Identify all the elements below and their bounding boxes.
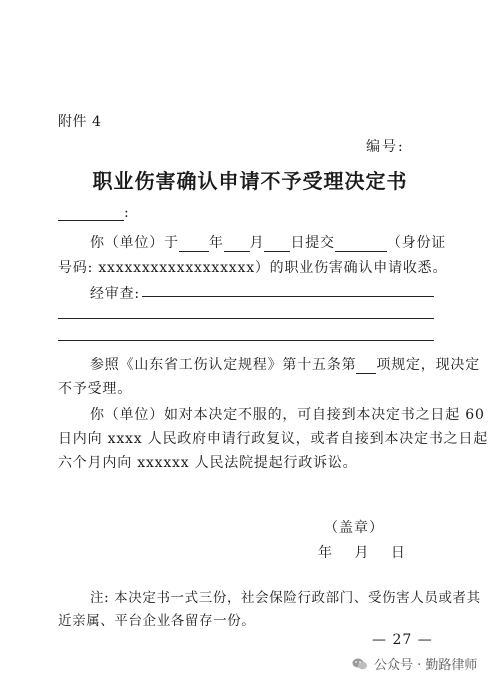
page-number: — 27 —: [372, 632, 433, 648]
watermark: [352, 654, 477, 673]
item-blank: [356, 358, 376, 374]
review-rule-1: [142, 296, 434, 297]
note-line-1: 注: 本决定书一式三份，社会保险行政部门、受伤害人员或者其: [90, 590, 481, 606]
document-number-label: 编号:: [366, 139, 405, 155]
applicant-blank: [335, 236, 387, 252]
appeal-line-1: 你（单位）如对本决定不服的，可自接到本决定书之日起 60: [90, 407, 485, 423]
day-blank: [264, 236, 290, 252]
appeal-line-3: 六个月内向 xxxxxx 人民法院提起行政诉讼。: [58, 455, 358, 471]
month-blank: [224, 236, 250, 252]
you-unit-text: 你（单位）于: [90, 235, 179, 251]
addressee-colon: :: [124, 205, 130, 221]
regulation-line: [90, 354, 480, 374]
year-text: 年: [208, 235, 224, 251]
year-blank: [179, 236, 209, 252]
regulation-text-b: 项规定，现决定: [376, 357, 481, 373]
note-line-2: 近亲属、平台企业各留存一份。: [58, 613, 256, 629]
appeal-line-2: 日内向 xxxx 人民政府申请行政复议，或者自接到本决定书之日起: [58, 431, 489, 447]
document-title: 职业伤害确认申请不予受理决定书: [92, 169, 408, 193]
not-accepted-text: 不予受理。: [58, 381, 132, 397]
signature-date: 年 月 日: [318, 545, 407, 561]
review-label: 经审查:: [90, 286, 140, 302]
stamp-label: （盖章）: [324, 520, 384, 536]
attachment-label: 附件 4: [58, 114, 102, 130]
addressee-blank: [58, 205, 124, 221]
day-submit-text: 日提交: [290, 235, 335, 251]
watermark-text: 公众号 · 勤路律师: [374, 658, 478, 673]
id-number-line: 号码: xxxxxxxxxxxxxxxxxx）的职业伤害确认申请收悉。: [58, 260, 448, 276]
id-card-text: （身份证: [386, 235, 447, 251]
regulation-text-a: 参照《山东省工伤认定规程》第十五条第: [90, 357, 357, 373]
review-rule-2: [58, 318, 434, 319]
review-rule-3: [58, 340, 434, 341]
month-text: 月: [249, 235, 265, 251]
wechat-icon: [352, 657, 368, 671]
submission-line: [90, 232, 446, 252]
addressee-line: [58, 205, 130, 221]
